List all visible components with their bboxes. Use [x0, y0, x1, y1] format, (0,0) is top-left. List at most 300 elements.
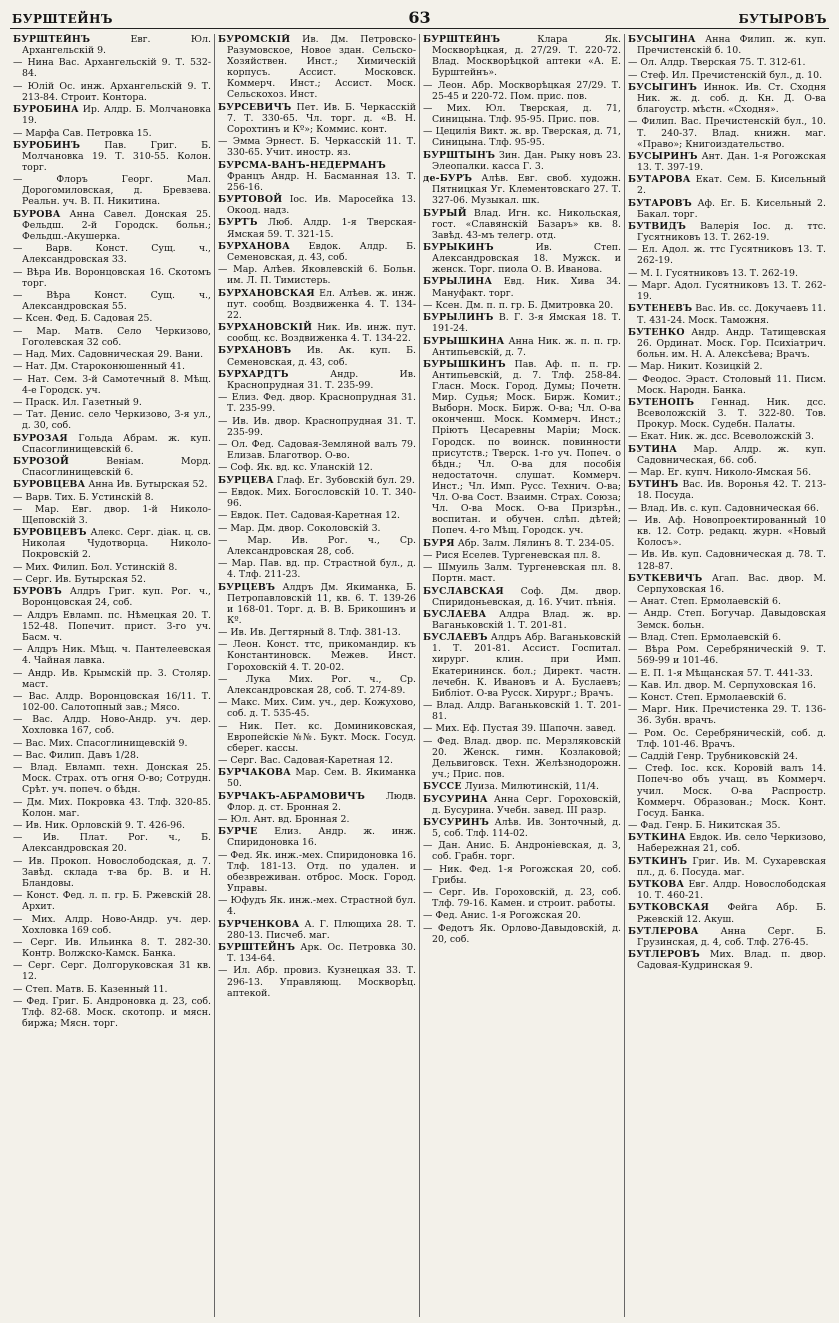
entry-surname: БУТКИНА: [628, 832, 686, 844]
directory-entry: [218, 392, 416, 414]
directory-entry: [628, 244, 826, 266]
entry-text: Соф. Як. вд. кс. Уланскій 12.: [230, 462, 373, 474]
entry-surname: БУТЕНЕВЪ: [628, 303, 693, 315]
entry-text: Мар. Матв. Село Черкизово, Гоголевская 32 соб.: [22, 325, 211, 348]
directory-entry: [423, 103, 621, 125]
entry-text: Влад. Ив. с. куп. Садовническая 66.: [640, 502, 819, 514]
entry-text: Алдръ Григ. куп. Рог. ч., Воронцовская 24, соб.: [22, 586, 212, 609]
entry-text: Стеф. Ил. Пречистенскій бул., д. 10.: [640, 69, 823, 81]
entry-text: Мар. Евг. двор. 1-й Николо-Щеповскій 3.: [22, 503, 212, 526]
directory-entry: [218, 102, 416, 135]
entry-text: Фед. Григ. Б. Андроновка д. 23, соб. Тлф. 82-68. Моск. скотопр. и мясн. биржа; Мясн. торг.: [22, 995, 211, 1030]
directory-entry: [13, 937, 211, 959]
entry-text: Эмма Эрнест. Б. Черкасскій 11. Т. 330-65. Учит. иностр. яз.: [227, 136, 417, 159]
entry-text: Вѣра Ив. Воронцовская 16. Скотомъ торг.: [22, 266, 211, 289]
header-left-guide-word: БУРШТЕЙНЪ: [12, 12, 113, 26]
entry-surname: БУРОБИНЪ: [13, 139, 81, 151]
directory-entry: [218, 814, 416, 825]
column-2: [215, 34, 420, 1317]
entry-text: Праск. Ил. Газетный 9.: [25, 396, 142, 408]
entry-text: Вас. Алдр. Воронцовская 16/11. Т. 102-00. Салотопный зав.; Мясо.: [22, 690, 211, 713]
entry-text: Мар. Пав. вд. пр. Страстной бул., д. 4. Тлф. 211-23.: [227, 558, 416, 581]
directory-entry: [13, 456, 211, 478]
entry-text: Ел. Алѣев. ж. инж. пут. сообщ. Воздвиженка 4. Т. 134-22.: [227, 287, 416, 321]
entry-text: Ел. Адол. ж. ттс Гусятниковъ 13. Т. 262-19.: [637, 244, 826, 267]
directory-entry: [13, 914, 211, 936]
directory-entry: [13, 714, 211, 736]
directory-entry: [628, 763, 826, 818]
directory-entry: [218, 264, 416, 286]
entry-surname: БУРЫШКИНЪ: [423, 358, 506, 370]
entry-text: Мих. Юл. Тверская, д. 71, Синицына. Тлф. 95-95. Прис. пов.: [432, 102, 622, 126]
directory-entry: [628, 704, 826, 726]
directory-entry: [218, 627, 416, 638]
entry-text: Саддій Генр. Трубниковскій 24.: [640, 751, 798, 763]
entry-text: Валерія Іос. д. ттс. Гусятниковъ 13. Т. 262-19.: [637, 221, 826, 244]
entry-surname: БУРОВА: [13, 208, 61, 220]
directory-entry: [13, 644, 211, 666]
entry-surname: БУРЫКИНЪ: [423, 242, 494, 253]
directory-entry: [13, 610, 211, 643]
entry-text: Леон. Абр. Москворѣцкая 27/29. Т. 25-45 и 220-72. Пом. прис. пов.: [432, 79, 621, 102]
entry-text: Варв. Конст. Сущ. ч., Александровская 33.: [22, 243, 211, 266]
entry-text: Серг. Ив. Бутырская 52.: [25, 574, 146, 585]
directory-entry: [628, 70, 826, 81]
page-header: [10, 6, 829, 36]
entry-text: Е. П. 1-я Мѣщанская 57. Т. 441-33.: [640, 667, 813, 679]
entry-text: Шмуиль Залм. Тургеневская пл. 8. Портн. маст.: [432, 562, 621, 585]
entry-text: Леон. Конст. ттс, прикомандир. къ Константиновск. Межев. Инст. Гороховскій 4. Т. 20-02.: [227, 639, 416, 673]
entry-surname: БУРХАНОВЪ: [218, 345, 292, 357]
entry-text: Ник. Фед. 1-я Рогожская 20, соб. Грибы.: [432, 863, 622, 886]
directory-entry: [13, 750, 211, 761]
directory-entry: [423, 312, 621, 334]
entry-text: Ив. Ник. Орловскій 9. Т. 426-96.: [25, 820, 186, 832]
directory-entry: [13, 433, 211, 455]
directory-entry: [628, 444, 826, 466]
entry-text: Ив. Ив. двор. Краснопрудная 31. Т. 235-99.: [227, 415, 416, 438]
directory-entry: [13, 586, 211, 608]
entry-text: Юл. Ант. вд. Бронная 2.: [230, 814, 350, 826]
entry-text: Мих. Влад. п. двор. Садовая-Кудринская 9.: [637, 949, 826, 972]
entry-surname: БУТАРОВА: [628, 174, 691, 186]
entry-text: Нина Вас. Архангельскій 9. Т. 532-84.: [22, 57, 212, 80]
entry-text: Вас. Ив. Воронья 42. Т. 213-18. Посуда.: [637, 479, 826, 502]
header-right-guide-word: БУТЫРОВЪ: [738, 12, 827, 26]
directory-entry: [13, 479, 211, 490]
entry-surname: БУРОЗОЙ: [13, 455, 70, 467]
directory-entry: [628, 692, 826, 703]
entry-surname: БУТЕНОПЪ: [628, 396, 695, 408]
directory-entry: [13, 267, 211, 289]
entry-surname: БУРОБИНА: [13, 104, 79, 116]
directory-entry: [13, 140, 211, 173]
directory-entry: [628, 82, 826, 115]
entry-surname: БУРСМА-ВАНЪ-НЕДЕРМАНЪ: [218, 159, 386, 171]
entry-text: Фед. Влад. двор. пс. Мерзляковскій 20. Женск. гимн. Козлаковой; Дельвиговск. Техн. Желѣзнодорожн. уч.; Прис. пов.: [432, 735, 621, 780]
entry-text: Вас. Филип. Давъ 1/28.: [25, 749, 139, 761]
directory-entry: [218, 241, 416, 263]
entry-surname: БУТИНА: [628, 443, 678, 455]
entry-text: Мар. Алдр. ж. куп. Садовническая, 66. соб.: [637, 443, 826, 466]
directory-entry: [628, 431, 826, 442]
entry-text: Филип. Вас. Пречистенскій бул., 10. Т. 240-37. Влад. книжн. маг. «Право»; Книгоиздательство.: [637, 116, 827, 150]
directory-entry: [628, 361, 826, 372]
entry-text: Алдръ Абр. Ваганьковскій 1. Т. 201-81. Ассист. Госпитал. хирург. клин. при Имп. Екатерининск. бол.; Директ. частн. лечебн. К. Ивановъ и А. Буслаевъ; Библіот. О-ва Русск. Хирург.; Врачъ.: [432, 632, 622, 699]
directory-entry: [218, 322, 416, 344]
page-number: 63: [408, 8, 431, 27]
entry-text: Рися Еселев. Тургеневская пл. 8.: [435, 549, 601, 561]
directory-entry: [13, 797, 211, 819]
entry-text: Влад. Евламп. техн. Донская 25. Моск. Страх. отъ огня О-во; Сотрудн. Срѣт. уч. попеч. о бѣдн.: [22, 762, 211, 796]
entry-text: Мар. Ив. Рог. ч., Ср. Александровская 28, соб.: [227, 534, 417, 557]
directory-entry: [628, 479, 826, 501]
entry-surname: БУРОЗАЯ: [13, 432, 68, 444]
entry-surname: БУТАРОВЪ: [628, 197, 692, 209]
entry-text: Евдок. Ив. село Черкизово, Набережная 21, соб.: [637, 832, 826, 855]
directory-entry: [423, 923, 621, 945]
entry-text: Францъ Андр. Н. Басманная 13. Т. 256-16.: [227, 170, 416, 193]
entry-text: Мар. Сем. В. Якиманка 50.: [227, 767, 417, 790]
entry-text: Вас. Алдр. Ново-Андр. уч. дер. Хохловка 167, соб.: [22, 714, 211, 737]
directory-entry: [628, 515, 826, 548]
directory-entry: [628, 668, 826, 679]
directory-entry: [13, 349, 211, 360]
entry-surname: де-БУРЪ: [423, 173, 473, 185]
entry-text: Глаф. Ег. Зубовскій бул. 29.: [276, 474, 415, 486]
directory-entry: [13, 409, 211, 431]
directory-entry: [628, 280, 826, 302]
entry-surname: БУСЫГИНЪ: [628, 81, 698, 93]
directory-entry: [13, 762, 211, 795]
entry-text: Анат. Степ. Ермолаевскій 6.: [640, 596, 781, 608]
entry-surname: БУРОВЦЕВА: [13, 479, 86, 491]
entry-surname: БУРЧЕ: [218, 826, 258, 838]
entry-text: Серг. Вас. Садовая-Каретная 12.: [230, 755, 393, 767]
directory-entry: [13, 128, 211, 139]
entry-text: Цецилія Викт. ж. вр. Тверская, д. 71, Синицына. Тлф. 95-95.: [432, 126, 621, 149]
directory-entry: [628, 902, 826, 924]
entry-surname: БУРЫШКИНА: [423, 335, 505, 347]
entry-surname: БУРЦЕВА: [218, 474, 274, 486]
entry-text: Тат. Денис. село Черкизово, 3-я ул., д. 30, соб.: [22, 409, 211, 432]
entry-text: Ив. Степ. Александровская 18. Мужск. и женск. Торг. пиола О. В. Иванова.: [432, 242, 621, 276]
directory-entry: [13, 738, 211, 749]
directory-entry: [628, 174, 826, 196]
entry-text: Влад. Степ. Ермолаевскій 6.: [640, 631, 782, 643]
entry-text: Вѣра Конст. Сущ. ч., Александровская 55.: [22, 289, 211, 313]
directory-entry: [628, 632, 826, 643]
entry-surname: БУРЫЛИНЪ: [423, 312, 494, 324]
entry-text: Нат. Сем. 3-й Самотечный 8. Мѣщ. 4-е Городск. уч.: [22, 373, 211, 396]
entry-surname: БУССЕ: [423, 781, 462, 793]
entry-surname: БУРХАНОВА: [218, 240, 290, 252]
directory-entry: [423, 242, 621, 275]
directory-entry: [218, 535, 416, 557]
entry-text: Пав. Григ. Б. Молчановка 19. Т. 310-55. Колон. торг.: [22, 139, 212, 173]
entry-surname: БУРСЕВИЧЪ: [218, 101, 292, 113]
entry-text: Анна Савел. Донская 25. Фельдш. 2-й Городск. больн.; Фельдш.-Акушерка.: [22, 208, 211, 242]
entry-text: Евг. Юл. Архангельскій 9.: [22, 34, 211, 57]
directory-entry: [13, 492, 211, 503]
directory-entry: [628, 57, 826, 68]
directory-entry: [628, 327, 826, 360]
entry-surname: БУТЛЕРОВА: [628, 925, 699, 937]
directory-entry: [13, 313, 211, 324]
directory-entry: [423, 550, 621, 561]
directory-entry: [218, 674, 416, 696]
directory-entry: [218, 919, 416, 941]
directory-entry: [13, 174, 211, 207]
entry-text: Юфудъ Як. инж.-мех. Страстной бул. 4.: [227, 895, 416, 918]
directory-entry: [218, 965, 416, 998]
entry-surname: БУРШТЕЙНЪ: [13, 34, 91, 45]
entry-text: Ив. Дм. Петровско-Разумовское, Новое здан. Сельско-Хозяйствен. Инст.; Химическій корпусъ. Ассист. Московск. Коммерч. Инст.; Ассист. Моск. Сельскохоз. Инст.: [227, 34, 416, 101]
entry-surname: БУТКИНЪ: [628, 855, 688, 867]
entry-surname: БУТКОВА: [628, 879, 685, 891]
entry-text: Мар. Алѣев. Яковлевскій 6. Больн. им. Л. П. Тимистерь.: [227, 264, 416, 287]
directory-entry: [628, 374, 826, 396]
header-rule: [10, 28, 829, 29]
directory-entry: [218, 755, 416, 766]
entry-text: Евд. Ник. Хива 34. Мануфакт. торг.: [432, 276, 621, 299]
directory-entry: [218, 721, 416, 754]
entry-text: Серг. Ив. Ильинка 8. Т. 282-30. Контр. Волжско-Камск. Банка.: [22, 936, 211, 959]
directory-entry: [628, 644, 826, 666]
directory-entry: [218, 850, 416, 894]
entry-text: Макс. Мих. Сим. уч., дер. Кожухово, соб. д. Т. 535-45.: [227, 697, 417, 720]
directory-entry: [218, 523, 416, 534]
entry-text: Пет. Ив. Б. Черкасскій 7. Т. 330-65. Чл. торг. д. «В. Н. Сорохтинъ и Кº»; Коммис. конт.: [227, 101, 416, 135]
directory-entry: [218, 416, 416, 438]
entry-surname: БУРШТЫНЪ: [423, 149, 496, 161]
entry-text: Лука Мих. Рог. ч., Ср. Александровская 28, соб. Т. 274-89.: [227, 673, 416, 696]
directory-entry: [628, 728, 826, 750]
entry-text: Людв. Флор. д. ст. Бронная 2.: [227, 790, 416, 813]
entry-text: Ант. Дан. 1-я Рогожская 13. Т. 397-19.: [637, 150, 826, 173]
entry-surname: БУРЫЙ: [423, 207, 467, 219]
entry-text: Андр. Степ. Богучар. Давыдовская Земск. больн.: [637, 608, 827, 631]
directory-entry: [628, 198, 826, 220]
entry-text: Зин. Дан. Рыку новъ 23. Элеопалки. касса Г. 3.: [432, 149, 621, 172]
entry-surname: БУРЧАКЪ-АБРАМОВИЧЪ: [218, 790, 366, 802]
entry-text: Дан. Анис. Б. Андроніевская, д. 3, соб. Грабн. торг.: [432, 840, 621, 863]
directory-entry: [628, 573, 826, 595]
entry-text: Вас. Мих. Спасоглинищевскій 9.: [25, 737, 188, 749]
directory-entry: [218, 194, 416, 216]
entry-text: Иннок. Ив. Ст. Сходня Ник. ж. д. соб. д. Кн. Д. О-ва благоустр. мѣстн. «Сходня».: [637, 81, 826, 116]
entry-text: Андр. Ив. Краснопрудная 31. Т. 235-99.: [227, 368, 416, 391]
directory-entry: [423, 276, 621, 298]
directory-entry: [628, 879, 826, 901]
entry-text: Пав. Аф. п. п. гр. Антипьевскій, д. 7. Тлф. 258-84. Гласн. Моск. Город. Думы; Почетн. Мир. Судья; Моск. Бирж. Комит.; Выборн. Моск. Бирж. О-ва; Чл. О-ва оконченш. Моск. Коммерч. Инст.; Пріютъ Цесаревны Маріи; Моск. Городск. по воинск. повинности присутств.; Тверск. 1-го уч. Попеч. о бѣдн.; Чл. О-ва для пособія недостаточн. слушат. Коммерч. Инст.; Чл. Имп. Русс. Технич. О-ва; Чл. О-ва Сост. Взаимн. Страх. Союза; Чл. О-ва Моск. О-ва Призрѣн., воспитан. и обучен. слѣп. дѣтей; Попеч. 4-го Мѣщ. Городск. уч.: [432, 358, 621, 537]
directory-entry: [218, 136, 416, 158]
entry-text: Абр. Залм. Лялинъ 8. Т. 234-05.: [457, 537, 615, 549]
entry-surname: БУРХАНОВСКАЯ: [218, 287, 315, 299]
directory-entry: [423, 173, 621, 206]
entry-surname: БУСУРИНА: [423, 793, 488, 805]
entry-text: Алѣв. Евг. своб. художн. Пятницкая Уг. Клементовскаго 27. Т. 327-06. Музыкал. шк.: [432, 173, 621, 207]
entry-text: Влад. Алдр. Ваганьковскій 1. Т. 201-81.: [432, 700, 622, 723]
directory-entry: [13, 504, 211, 526]
entry-surname: БУРТОВОЙ: [218, 194, 283, 206]
directory-columns: [10, 34, 829, 1317]
entry-surname: БУСЛАЕВЪ: [423, 632, 488, 644]
entry-text: Фад. Генр. Б. Никитская 35.: [640, 820, 781, 832]
entry-text: Ол. Алдр. Тверская 75. Т. 312-61.: [640, 57, 806, 69]
entry-text: Мар. Дм. двор. Соколовскій 3.: [230, 522, 381, 534]
entry-surname: БУРЦЕВЪ: [218, 581, 276, 593]
entry-text: Мих. Еф. Пустая 39. Шапочн. завед.: [435, 723, 616, 735]
entry-surname: БУРОМСКІЙ: [218, 34, 291, 45]
directory-entry: [423, 300, 621, 311]
entry-text: Андр. Ив. Крымскій пр. 3. Столяр. маст.: [22, 667, 211, 690]
entry-text: В. Г. 3-я Ямская 18. Т. 191-24.: [432, 312, 621, 335]
entry-text: Серг. Серг. Долгоруковская 31 кв. 12.: [22, 960, 211, 983]
directory-entry: [423, 723, 621, 734]
entry-text: Ив. Ив. куп. Садовническая д. 78. Т. 128-87.: [637, 549, 827, 572]
entry-text: Елиз. Фед. двор. Краснопрудная 31. Т. 235-99.: [227, 392, 416, 415]
directory-entry: [628, 303, 826, 325]
directory-entry: [423, 359, 621, 537]
entry-surname: БУСЫГИНА: [628, 34, 696, 45]
entry-text: Марфа Сав. Петровка 15.: [25, 127, 152, 139]
entry-text: М. І. Гусятниковъ 13. Т. 262-19.: [640, 267, 798, 279]
entry-surname: БУРОВЦЕВЪ: [13, 527, 87, 539]
entry-text: Юлій Ос. инж. Архангельскій 9. Т. 213-84. Строит. Контора.: [22, 80, 211, 103]
entry-text: Ксен. Фед. Б. Садовая 25.: [25, 313, 153, 325]
directory-entry: [13, 34, 211, 56]
entry-surname: БУТЛЕРОВЪ: [628, 949, 700, 961]
entry-text: Марг. Адол. Гусятниковъ 13. Т. 262-19.: [637, 280, 826, 303]
directory-entry: [628, 608, 826, 630]
directory-entry: [218, 160, 416, 193]
entry-text: Евдок. Алдр. Б. Семеновская, д. 43, соб.: [227, 240, 416, 263]
directory-entry: [218, 767, 416, 789]
directory-entry: [423, 336, 621, 358]
directory-entry: [218, 217, 416, 239]
directory-entry: [13, 104, 211, 126]
directory-entry: [13, 57, 211, 79]
entry-text: Луиза. Милютинскій, 11/4.: [464, 781, 599, 793]
directory-entry: [218, 826, 416, 848]
entry-text: Алекс. Серг. діак. ц. св. Николая Чудотворца. Николо-Покровскій 2.: [22, 527, 212, 561]
directory-entry: [423, 700, 621, 722]
entry-surname: БУТЕНКО: [628, 326, 685, 338]
directory-entry: [628, 467, 826, 478]
entry-text: Анна Серг. Гороховскій, д. Бусурина. Учебн. завед. III разр.: [432, 793, 621, 816]
directory-entry: [13, 668, 211, 690]
entry-text: Ив. Прокоп. Новослободская, д. 7. Завѣд. склада т-ва бр. В. и Н. Бландовы.: [22, 855, 211, 889]
directory-entry: [218, 439, 416, 461]
entry-text: Андр. Андр. Татищевская 26. Ординат. Моск. Гор. Психіатрич. больн. им. Н. А. Алексѣева; Врачъ.: [637, 326, 826, 360]
entry-surname: БУРЫЛИНА: [423, 276, 493, 288]
directory-entry: [218, 582, 416, 626]
directory-entry: [13, 984, 211, 995]
entry-text: Евдок. Пет. Садовая-Каретная 12.: [230, 510, 400, 522]
entry-surname: БУРШТЕЙНЪ: [423, 34, 501, 45]
entry-text: Мар. Никит. Козицкій 2.: [640, 361, 763, 373]
directory-entry: [13, 243, 211, 265]
directory-entry: [218, 697, 416, 719]
directory-entry: [13, 820, 211, 831]
entry-text: Над. Мих. Садовническая 29. Вани.: [25, 348, 204, 360]
directory-entry: [628, 680, 826, 691]
entry-text: Серг. Ив. Гороховскій, д. 23, соб. Тлф. 79-16. Камен. и строит. работы.: [432, 887, 621, 910]
directory-entry: [13, 960, 211, 982]
column-3: [420, 34, 625, 1317]
entry-text: Алдръ Евламп. пс. Нѣмецкая 20. Т. 152-48. Попечит. прист. 3-го уч. Басм. ч.: [22, 609, 211, 643]
entry-text: Марг. Ник. Пречистенка 29. Т. 136-36. Зубн. врачъ.: [637, 704, 826, 727]
entry-text: Вѣра Ром. Серебряническій 9. Т. 569-99 и 101-46.: [637, 644, 826, 667]
entry-text: Нат. Дм. Староконюшенный 41.: [25, 361, 186, 373]
entry-text: Мих. Алдр. Ново-Андр. уч. дер. Хохловка 169 соб.: [22, 913, 211, 936]
entry-text: Ксен. Дм. п. п. гр. Б. Дмитровка 20.: [435, 299, 614, 311]
entry-text: Евдок. Мих. Богословскій 10. Т. 340-96.: [227, 486, 416, 509]
entry-surname: БУСУРИНЪ: [423, 816, 490, 828]
directory-entry: [13, 562, 211, 573]
entry-text: Геннад. Ник. дсс. Всеволожскій 3. Т. 322-80. Тов. Прокур. Моск. Судебн. Палаты.: [637, 396, 826, 431]
directory-entry: [628, 397, 826, 430]
entry-text: Дм. Мих. Покровка 43. Тлф. 320-85. Колон. маг.: [22, 796, 212, 819]
directory-entry: [423, 910, 621, 921]
entry-text: Ив. Ив. Дегтярный 8. Тлф. 381-13.: [230, 627, 401, 639]
directory-entry: [628, 751, 826, 762]
directory-entry: [13, 290, 211, 312]
column-1: [10, 34, 215, 1317]
directory-entry: [218, 487, 416, 509]
entry-text: Флоръ Георг. Мал. Дорогомиловская, д. Бревзева. Реальн. уч. В. П. Никитина.: [22, 174, 211, 208]
directory-entry: [218, 34, 416, 101]
entry-text: Варв. Тих. Б. Устинскій 8.: [25, 491, 154, 503]
directory-entry: [13, 361, 211, 372]
entry-text: Агап. Вас. двор. М. Серпуховская 16.: [637, 572, 826, 595]
directory-entry: [423, 736, 621, 780]
entry-surname: БУРЯ: [423, 537, 455, 549]
entry-text: Ил. Абр. провиз. Кузнецкая 33. Т. 296-13. Управляющ. Москворѣц. аптекой.: [227, 965, 416, 999]
entry-text: Елиз. Андр. ж. инж. Спиридоновка 16.: [227, 826, 416, 849]
entry-text: Арк. Ос. Петровка 30. Т. 134-64.: [227, 942, 416, 965]
entry-text: Фед. Анис. 1-я Рогожская 20.: [435, 910, 581, 922]
directory-entry: [218, 895, 416, 917]
entry-text: Анна Филип. ж. куп. Пречистенскій б. 10.: [637, 34, 826, 57]
directory-entry: [423, 794, 621, 816]
entry-text: Анна Серг. Б. Грузинская, д. 4, соб. Тлф. 276-45.: [637, 925, 826, 948]
directory-entry: [628, 820, 826, 831]
directory-entry: [628, 34, 826, 56]
entry-text: Вас. Ив. сс. Докучаевъ 11. Т. 431-24. Моск. Таможня.: [637, 303, 826, 326]
directory-entry: [423, 150, 621, 172]
entry-text: Аф. Ег. Б. Кисельный 2. Бакал. торг.: [637, 197, 826, 220]
entry-text: Ир. Алдр. Б. Молчановка 19.: [22, 104, 211, 127]
directory-entry: [628, 949, 826, 971]
entry-surname: БУРЧЕНКОВА: [218, 918, 300, 930]
directory-entry: [13, 890, 211, 912]
entry-text: Григ. Ив. М. Сухаревская пл., д. 6. Посуда. маг.: [637, 855, 827, 878]
entry-surname: БУТВИДЪ: [628, 221, 687, 232]
entry-text: Евг. Алдр. Новослободская 10. Т. 460-21.: [637, 879, 826, 902]
entry-text: Алдръ Дм. Якиманка, Б. Петропавловскій 11, кв. 6. Т. 139-26 и 168-01. Торг. д. В. В. Брикошинъ и Кº.: [227, 581, 416, 626]
entry-text: Алдръ Ник. Мѣщ. ч. Пантелеевская 4. Чайная лавка.: [22, 644, 212, 667]
directory-entry: [423, 840, 621, 862]
directory-entry: [218, 510, 416, 521]
directory-entry: [13, 209, 211, 242]
entry-text: Влад. Игн. кс. Никольская, гост. «Славянскій Базаръ» кв. 8. Завѣд. 43-мъ телегр. отд.: [432, 207, 621, 241]
directory-entry: [423, 34, 621, 78]
directory-entry: [628, 503, 826, 514]
directory-entry: [218, 639, 416, 672]
directory-entry: [13, 996, 211, 1029]
